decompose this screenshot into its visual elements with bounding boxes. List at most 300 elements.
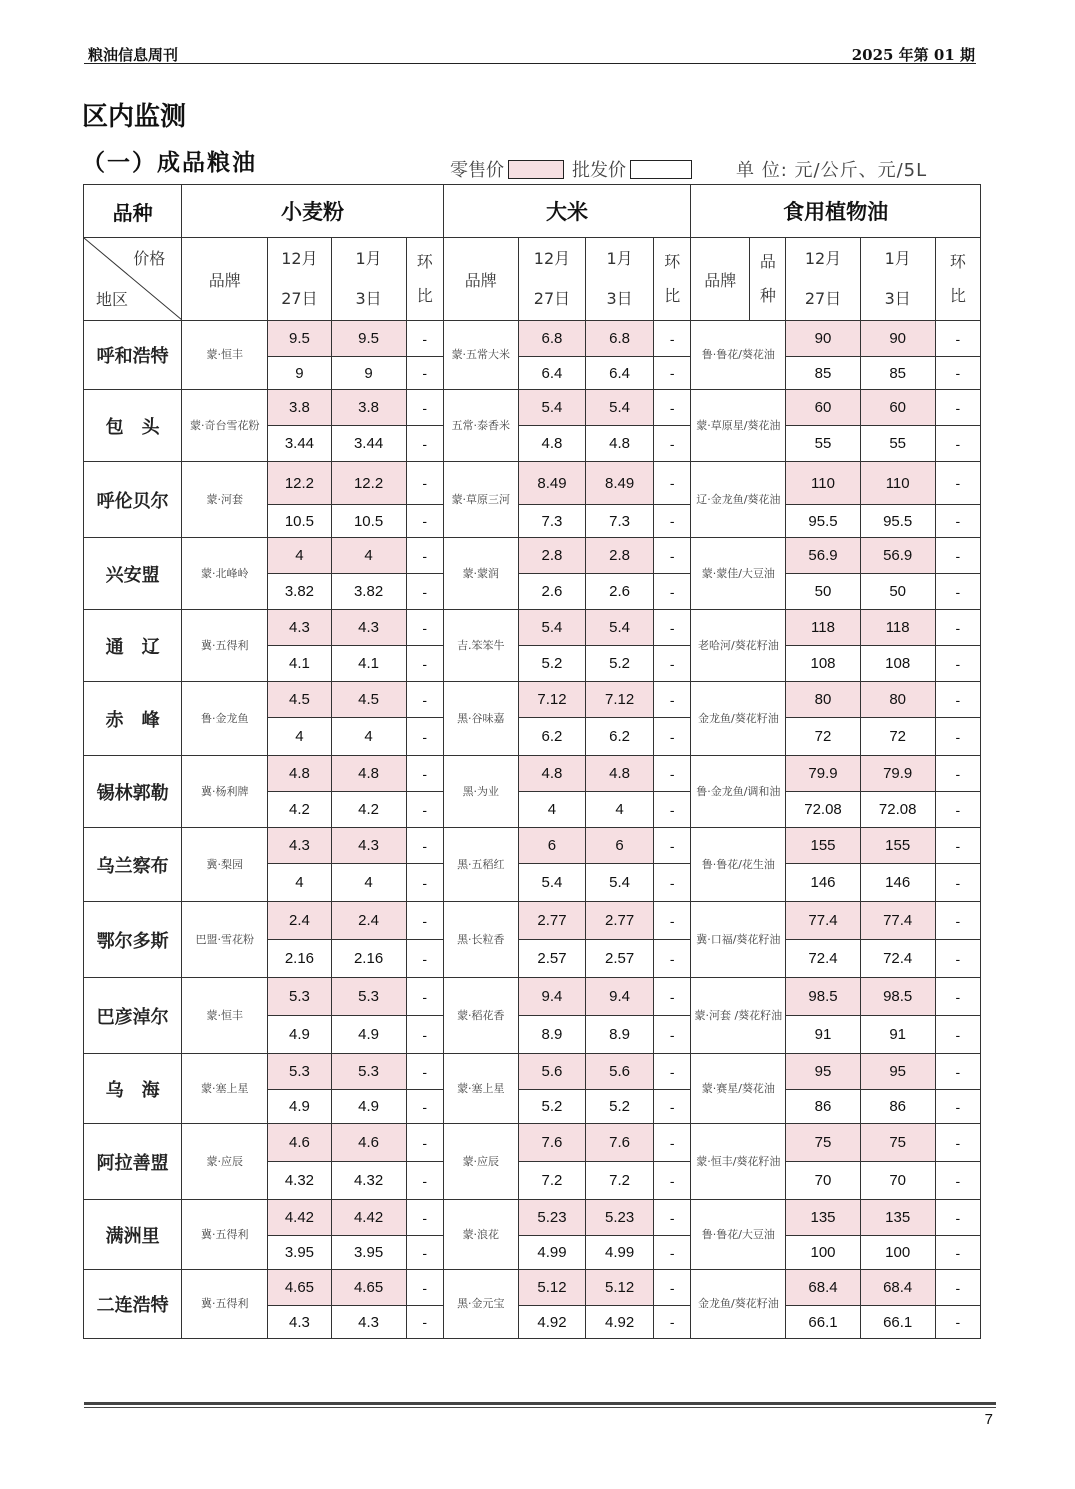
oil-price-dec27: 56.9: [786, 538, 860, 574]
rice-price-jan3: 5.2: [586, 1090, 654, 1124]
sub-title: （一）成品粮油: [82, 149, 257, 176]
region-cell: 乌 海: [84, 1054, 182, 1124]
rice-price-jan3: 9.4: [586, 978, 654, 1016]
oil-change: -: [935, 426, 980, 462]
rice-change: -: [654, 505, 691, 538]
rice-price-dec27: 5.2: [518, 646, 585, 682]
brand-header: 品牌: [443, 238, 518, 321]
oil-price-jan3: 95.5: [860, 505, 935, 538]
flour-price-jan3: 4: [331, 538, 406, 574]
rice-price-dec27: 9.4: [518, 978, 585, 1016]
retail-row: [84, 1270, 981, 1306]
legend-wholesale-label: 批发价: [572, 160, 626, 181]
oil-price-jan3: 95: [860, 1054, 935, 1090]
rice-price-dec27: 5.6: [518, 1054, 585, 1090]
flour-price-dec27: 2.16: [268, 940, 331, 978]
flour-change: -: [406, 390, 443, 426]
flour-change: -: [406, 1162, 443, 1200]
flour-change: -: [406, 1270, 443, 1306]
flour-price-dec27: 9: [268, 357, 331, 390]
flour-change: -: [406, 426, 443, 462]
rice-price-jan3: 5.2: [586, 646, 654, 682]
retail-row: [84, 1124, 981, 1162]
oil-price-jan3: 68.4: [860, 1270, 935, 1306]
flour-price-dec27: 2.4: [268, 902, 331, 940]
flour-change: -: [406, 538, 443, 574]
oil-change: -: [935, 682, 980, 718]
rice-price-dec27: 5.12: [518, 1270, 585, 1306]
oil-change: -: [935, 390, 980, 426]
oil-price-dec27: 98.5: [786, 978, 860, 1016]
rice-price-dec27: 4.92: [518, 1306, 585, 1339]
flour-price-jan3: 4.1: [331, 646, 406, 682]
flour-brand-cell: 鲁·金龙鱼: [182, 682, 268, 756]
rice-change: -: [654, 538, 691, 574]
header-rule: [84, 63, 976, 64]
flour-price-jan3: 4.9: [331, 1090, 406, 1124]
flour-price-jan3: 4.3: [331, 610, 406, 646]
rice-change: -: [654, 574, 691, 610]
rice-change: -: [654, 426, 691, 462]
retail-row: [84, 462, 981, 505]
date2-header: 1月 3日: [331, 238, 406, 321]
flour-change: -: [406, 1200, 443, 1236]
rice-price-jan3: 4.92: [586, 1306, 654, 1339]
flour-price-jan3: 2.4: [331, 902, 406, 940]
oil-brand-cell: 蒙·河套 /葵花籽油: [691, 978, 786, 1054]
flour-change: -: [406, 792, 443, 828]
oil-price-dec27: 108: [786, 646, 860, 682]
flour-change: -: [406, 902, 443, 940]
retail-row: [84, 682, 981, 718]
oil-price-dec27: 50: [786, 574, 860, 610]
rice-change: -: [654, 646, 691, 682]
flour-change: -: [406, 1016, 443, 1054]
oil-brand-cell: 鲁·鲁花/葵花油: [691, 321, 786, 390]
rice-change: -: [654, 1236, 691, 1270]
rice-brand-cell: 黑·金元宝: [443, 1270, 518, 1339]
flour-price-dec27: 3.8: [268, 390, 331, 426]
oil-price-jan3: 118: [860, 610, 935, 646]
flour-price-dec27: 4.5: [268, 682, 331, 718]
retail-row: [84, 828, 981, 864]
oil-change: -: [935, 574, 980, 610]
flour-price-dec27: 12.2: [268, 462, 331, 505]
flour-price-jan3: 4.2: [331, 792, 406, 828]
rice-price-dec27: 6.8: [518, 321, 585, 357]
legend-wholesale-swatch: [630, 160, 692, 179]
date1-header: 12月 27日: [786, 238, 860, 321]
rice-change: -: [654, 718, 691, 756]
oil-brand-cell: 蒙·蒙佳/大豆油: [691, 538, 786, 610]
oil-price-jan3: 72.08: [860, 792, 935, 828]
flour-change: -: [406, 505, 443, 538]
flour-price-dec27: 4: [268, 864, 331, 902]
rice-price-dec27: 8.9: [518, 1016, 585, 1054]
oil-price-jan3: 55: [860, 426, 935, 462]
flour-price-dec27: 4.3: [268, 610, 331, 646]
rice-price-jan3: 2.57: [586, 940, 654, 978]
flour-brand-cell: 蒙·河套: [182, 462, 268, 538]
flour-brand-cell: 冀·梨园: [182, 828, 268, 902]
rice-change: -: [654, 978, 691, 1016]
flour-price-dec27: 4.8: [268, 756, 331, 792]
rice-change: -: [654, 1124, 691, 1162]
oil-price-dec27: 70: [786, 1162, 860, 1200]
oil-change: -: [935, 718, 980, 756]
oil-variety-header: 品 种: [750, 238, 786, 321]
date2-header: 1月 3日: [860, 238, 935, 321]
rice-price-dec27: 2.8: [518, 538, 585, 574]
price-table: [83, 184, 981, 1339]
flour-brand-cell: 蒙·应辰: [182, 1124, 268, 1200]
flour-price-dec27: 4: [268, 718, 331, 756]
rice-price-jan3: 8.49: [586, 462, 654, 505]
flour-price-dec27: 10.5: [268, 505, 331, 538]
flour-change: -: [406, 756, 443, 792]
rice-brand-cell: 蒙·塞上星: [443, 1054, 518, 1124]
oil-price-dec27: 86: [786, 1090, 860, 1124]
oil-price-jan3: 77.4: [860, 902, 935, 940]
section-title: 区内监测: [82, 102, 187, 132]
oil-change: -: [935, 864, 980, 902]
region-cell: 阿拉善盟: [84, 1124, 182, 1200]
retail-row: [84, 1200, 981, 1236]
flour-price-jan3: 4.3: [331, 828, 406, 864]
flour-brand-cell: 蒙·奇台雪花粉: [182, 390, 268, 462]
flour-price-dec27: 9.5: [268, 321, 331, 357]
flour-price-dec27: 4.6: [268, 1124, 331, 1162]
flour-price-jan3: 3.8: [331, 390, 406, 426]
oil-change: -: [935, 978, 980, 1016]
rice-price-dec27: 4.8: [518, 756, 585, 792]
oil-price-jan3: 110: [860, 462, 935, 505]
rice-price-jan3: 6.2: [586, 718, 654, 756]
flour-price-jan3: 4.5: [331, 682, 406, 718]
flour-price-jan3: 5.3: [331, 1054, 406, 1090]
region-cell: 鄂尔多斯: [84, 902, 182, 978]
rice-change: -: [654, 902, 691, 940]
rice-change: -: [654, 1200, 691, 1236]
unit-label: 单 位: 元/公斤、元/5L: [736, 160, 928, 181]
region-label: 地区: [96, 290, 129, 309]
oil-change: -: [935, 756, 980, 792]
flour-price-jan3: 9: [331, 357, 406, 390]
flour-brand-cell: 蒙·恒丰: [182, 321, 268, 390]
rice-brand-cell: 黑·长粒香: [443, 902, 518, 978]
rice-price-dec27: 5.4: [518, 610, 585, 646]
oil-price-jan3: 85: [860, 357, 935, 390]
legend-retail-swatch: [508, 160, 564, 179]
oil-brand-cell: 金龙鱼/葵花籽油: [691, 1270, 786, 1339]
rice-change: -: [654, 1306, 691, 1339]
page-number: 7: [984, 1411, 993, 1428]
rice-price-jan3: 6: [586, 828, 654, 864]
flour-change: -: [406, 610, 443, 646]
flour-change: -: [406, 1090, 443, 1124]
oil-price-dec27: 72.4: [786, 940, 860, 978]
flour-price-jan3: 4.32: [331, 1162, 406, 1200]
rice-change: -: [654, 321, 691, 357]
rice-brand-cell: 吉.笨笨牛: [443, 610, 518, 682]
oil-price-dec27: 68.4: [786, 1270, 860, 1306]
rice-change: -: [654, 792, 691, 828]
oil-brand-cell: 蒙·恒丰/葵花籽油: [691, 1124, 786, 1200]
change-header: 环 比: [654, 238, 691, 321]
rice-price-jan3: 4: [586, 792, 654, 828]
flour-brand-cell: 冀·五得利: [182, 1270, 268, 1339]
oil-price-dec27: 79.9: [786, 756, 860, 792]
rice-price-dec27: 7.2: [518, 1162, 585, 1200]
retail-row: [84, 902, 981, 940]
region-cell: 巴彦淖尔: [84, 978, 182, 1054]
rice-price-jan3: 7.3: [586, 505, 654, 538]
rice-price-jan3: 8.9: [586, 1016, 654, 1054]
oil-change: -: [935, 321, 980, 357]
rice-price-dec27: 6.2: [518, 718, 585, 756]
rice-change: -: [654, 357, 691, 390]
flour-price-dec27: 4.2: [268, 792, 331, 828]
oil-price-dec27: 80: [786, 682, 860, 718]
oil-price-jan3: 72.4: [860, 940, 935, 978]
retail-row: [84, 321, 981, 357]
flour-price-jan3: 12.2: [331, 462, 406, 505]
oil-brand-cell: 鲁·金龙鱼/调和油: [691, 756, 786, 828]
rice-price-dec27: 4.8: [518, 426, 585, 462]
group-header-rice: 大米: [443, 185, 691, 238]
oil-price-dec27: 72.08: [786, 792, 860, 828]
rice-brand-cell: 蒙·应辰: [443, 1124, 518, 1200]
oil-price-jan3: 90: [860, 321, 935, 357]
rice-price-dec27: 7.3: [518, 505, 585, 538]
flour-price-dec27: 4: [268, 538, 331, 574]
region-cell: 乌兰察布: [84, 828, 182, 902]
oil-change: -: [935, 902, 980, 940]
rice-price-jan3: 2.8: [586, 538, 654, 574]
oil-price-jan3: 100: [860, 1236, 935, 1270]
table-body: [84, 321, 981, 1339]
oil-change: -: [935, 1270, 980, 1306]
group-header-oil: 食用植物油: [691, 185, 981, 238]
flour-change: -: [406, 357, 443, 390]
oil-price-jan3: 135: [860, 1200, 935, 1236]
flour-brand-cell: 蒙·北峰岭: [182, 538, 268, 610]
flour-change: -: [406, 1236, 443, 1270]
flour-brand-cell: 冀·杨利牌: [182, 756, 268, 828]
oil-price-dec27: 95.5: [786, 505, 860, 538]
flour-price-dec27: 5.3: [268, 1054, 331, 1090]
oil-change: -: [935, 792, 980, 828]
oil-change: -: [935, 538, 980, 574]
oil-change: -: [935, 462, 980, 505]
rice-price-jan3: 4.99: [586, 1236, 654, 1270]
oil-brand-cell: 蒙·赛星/葵花油: [691, 1054, 786, 1124]
date2-header: 1月 3日: [586, 238, 654, 321]
oil-price-dec27: 85: [786, 357, 860, 390]
rice-change: -: [654, 756, 691, 792]
flour-price-jan3: 4: [331, 718, 406, 756]
rice-price-dec27: 8.49: [518, 462, 585, 505]
rice-price-jan3: 5.4: [586, 390, 654, 426]
flour-brand-cell: 蒙·恒丰: [182, 978, 268, 1054]
change-header: 环 比: [406, 238, 443, 321]
oil-price-jan3: 155: [860, 828, 935, 864]
retail-row: [84, 978, 981, 1016]
rice-brand-cell: 黑·五稻红: [443, 828, 518, 902]
brand-header: 品牌: [182, 238, 268, 321]
oil-change: -: [935, 1124, 980, 1162]
oil-brand-cell: 鲁·鲁花/大豆油: [691, 1200, 786, 1270]
oil-price-dec27: 155: [786, 828, 860, 864]
footer-rule: [84, 1402, 996, 1405]
rice-price-jan3: 7.12: [586, 682, 654, 718]
issue-number: 2025 年第 01 期: [851, 46, 975, 64]
flour-price-dec27: 4.32: [268, 1162, 331, 1200]
rice-brand-cell: 蒙·五常大米: [443, 321, 518, 390]
flour-change: -: [406, 978, 443, 1016]
rice-change: -: [654, 390, 691, 426]
flour-price-dec27: 3.44: [268, 426, 331, 462]
oil-price-jan3: 72: [860, 718, 935, 756]
rice-price-dec27: 2.6: [518, 574, 585, 610]
flour-price-jan3: 4: [331, 864, 406, 902]
flour-price-jan3: 4.65: [331, 1270, 406, 1306]
oil-price-dec27: 118: [786, 610, 860, 646]
rice-brand-cell: 黑·谷味嘉: [443, 682, 518, 756]
flour-price-dec27: 4.42: [268, 1200, 331, 1236]
flour-price-jan3: 4.42: [331, 1200, 406, 1236]
oil-price-jan3: 91: [860, 1016, 935, 1054]
rice-change: -: [654, 1162, 691, 1200]
rice-price-dec27: 6: [518, 828, 585, 864]
flour-brand-cell: 冀·五得利: [182, 610, 268, 682]
oil-brand-cell: 金龙鱼/葵花籽油: [691, 682, 786, 756]
flour-price-jan3: 4.8: [331, 756, 406, 792]
flour-change: -: [406, 864, 443, 902]
rice-price-jan3: 6.8: [586, 321, 654, 357]
rice-price-dec27: 2.57: [518, 940, 585, 978]
oil-brand-cell: 鲁·鲁花/花生油: [691, 828, 786, 902]
rice-change: -: [654, 610, 691, 646]
oil-price-jan3: 146: [860, 864, 935, 902]
rice-brand-cell: 黑·为业: [443, 756, 518, 828]
oil-change: -: [935, 1016, 980, 1054]
rice-price-jan3: 2.77: [586, 902, 654, 940]
rice-price-dec27: 4.99: [518, 1236, 585, 1270]
oil-price-dec27: 55: [786, 426, 860, 462]
oil-change: -: [935, 1306, 980, 1339]
flour-price-jan3: 4.9: [331, 1016, 406, 1054]
flour-change: -: [406, 682, 443, 718]
rice-price-dec27: 5.23: [518, 1200, 585, 1236]
footer-rule-thin: [84, 1407, 996, 1408]
retail-row: [84, 390, 981, 426]
flour-change: -: [406, 321, 443, 357]
rice-change: -: [654, 1054, 691, 1090]
price-label: 价格: [133, 249, 166, 268]
rice-brand-cell: 蒙·浪花: [443, 1200, 518, 1270]
rice-price-jan3: 2.6: [586, 574, 654, 610]
date1-header: 12月 27日: [268, 238, 331, 321]
flour-change: -: [406, 646, 443, 682]
region-cell: 呼和浩特: [84, 321, 182, 390]
rice-price-jan3: 7.6: [586, 1124, 654, 1162]
flour-price-dec27: 4.3: [268, 828, 331, 864]
brand-header: 品牌: [691, 238, 750, 321]
retail-row: [84, 756, 981, 792]
flour-price-jan3: 3.44: [331, 426, 406, 462]
oil-price-dec27: 72: [786, 718, 860, 756]
rice-price-jan3: 5.4: [586, 864, 654, 902]
oil-price-jan3: 86: [860, 1090, 935, 1124]
flour-change: -: [406, 718, 443, 756]
flour-price-dec27: 4.3: [268, 1306, 331, 1339]
legend: [450, 156, 927, 182]
rice-brand-cell: 蒙·草原三河: [443, 462, 518, 538]
retail-row: [84, 610, 981, 646]
variety-header: 品种: [84, 185, 182, 238]
oil-price-dec27: 75: [786, 1124, 860, 1162]
flour-price-dec27: 5.3: [268, 978, 331, 1016]
oil-price-jan3: 108: [860, 646, 935, 682]
flour-price-jan3: 3.95: [331, 1236, 406, 1270]
oil-change: -: [935, 1090, 980, 1124]
rice-change: -: [654, 462, 691, 505]
flour-brand-cell: 蒙·塞上星: [182, 1054, 268, 1124]
date1-header: 12月 27日: [518, 238, 585, 321]
flour-change: -: [406, 940, 443, 978]
oil-brand-cell: 冀·口福/葵花籽油: [691, 902, 786, 978]
rice-price-jan3: 4.8: [586, 756, 654, 792]
subheader-row: [84, 238, 981, 321]
oil-price-jan3: 98.5: [860, 978, 935, 1016]
rice-change: -: [654, 864, 691, 902]
flour-price-dec27: 3.82: [268, 574, 331, 610]
rice-brand-cell: 蒙·稻花香: [443, 978, 518, 1054]
oil-price-jan3: 66.1: [860, 1306, 935, 1339]
rice-change: -: [654, 682, 691, 718]
legend-retail-label: 零售价: [450, 160, 504, 181]
oil-price-dec27: 110: [786, 462, 860, 505]
flour-brand-cell: 冀·五得利: [182, 1200, 268, 1270]
rice-price-dec27: 2.77: [518, 902, 585, 940]
flour-change: -: [406, 1054, 443, 1090]
flour-price-dec27: 4.65: [268, 1270, 331, 1306]
flour-price-jan3: 5.3: [331, 978, 406, 1016]
rice-price-dec27: 7.12: [518, 682, 585, 718]
rice-brand-cell: 五常·泰香米: [443, 390, 518, 462]
flour-price-dec27: 4.9: [268, 1090, 331, 1124]
oil-change: -: [935, 1054, 980, 1090]
region-cell: 兴安盟: [84, 538, 182, 610]
oil-price-jan3: 60: [860, 390, 935, 426]
rice-change: -: [654, 940, 691, 978]
oil-price-dec27: 60: [786, 390, 860, 426]
flour-brand-cell: 巴盟·雪花粉: [182, 902, 268, 978]
oil-price-dec27: 100: [786, 1236, 860, 1270]
rice-change: -: [654, 1090, 691, 1124]
oil-price-dec27: 77.4: [786, 902, 860, 940]
rice-price-jan3: 4.8: [586, 426, 654, 462]
rice-price-jan3: 7.2: [586, 1162, 654, 1200]
rice-change: -: [654, 1016, 691, 1054]
region-cell: 呼伦贝尔: [84, 462, 182, 538]
oil-change: -: [935, 646, 980, 682]
rice-change: -: [654, 828, 691, 864]
region-cell: 通 辽: [84, 610, 182, 682]
oil-price-jan3: 50: [860, 574, 935, 610]
rice-price-jan3: 5.6: [586, 1054, 654, 1090]
